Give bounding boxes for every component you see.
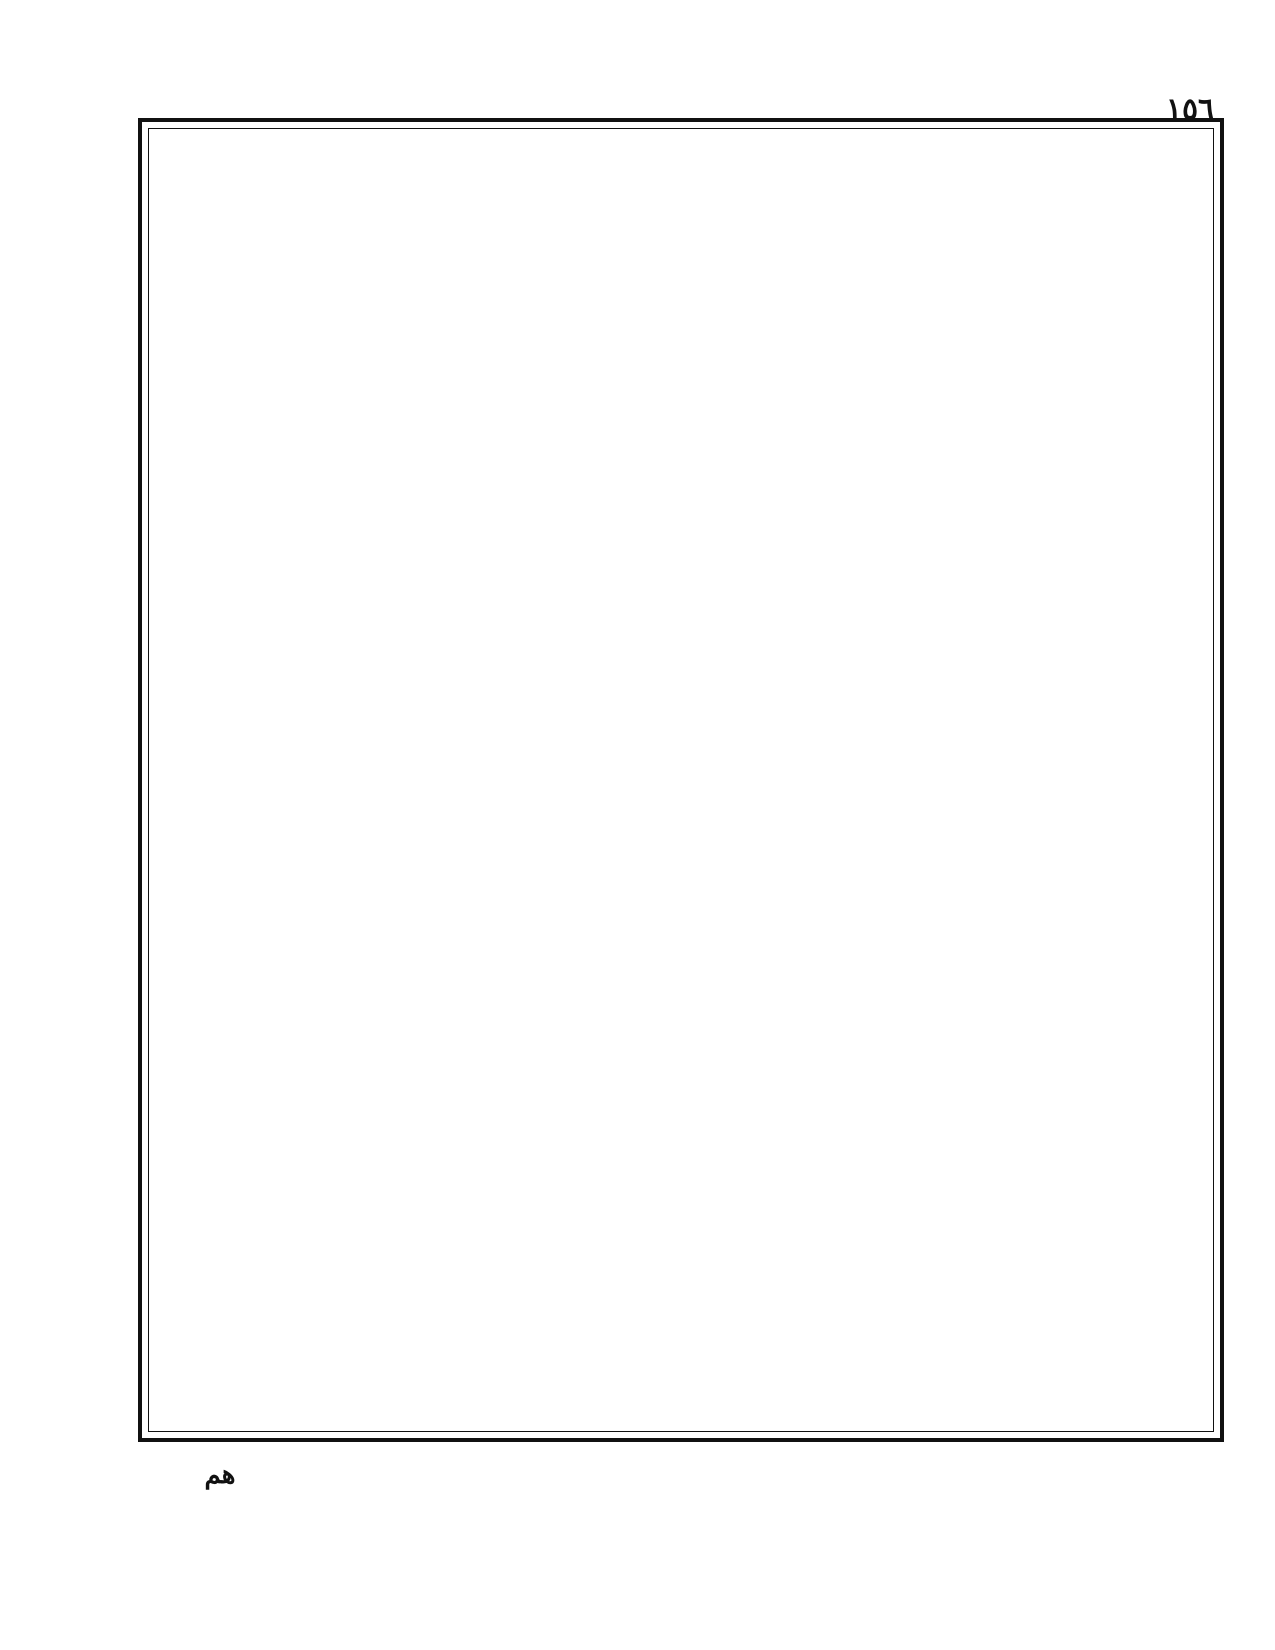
text-body bbox=[156, 148, 1206, 1424]
text-line bbox=[156, 711, 1206, 751]
text-line bbox=[156, 1313, 1206, 1353]
text-line bbox=[156, 429, 1206, 469]
catchword: هم bbox=[204, 1460, 236, 1490]
text-line bbox=[156, 1233, 1206, 1273]
text-line bbox=[156, 1193, 1206, 1233]
text-frame bbox=[138, 118, 1224, 1442]
text-line bbox=[156, 992, 1206, 1032]
page-number: ١٥٦ bbox=[1165, 92, 1215, 127]
text-line bbox=[156, 269, 1206, 309]
text-line bbox=[156, 1394, 1206, 1434]
text-line bbox=[156, 952, 1206, 992]
text-line bbox=[156, 510, 1206, 550]
text-line bbox=[156, 188, 1206, 228]
text-line bbox=[156, 349, 1206, 389]
text-line bbox=[156, 309, 1206, 349]
text-line bbox=[156, 1032, 1206, 1072]
text-line bbox=[156, 470, 1206, 510]
text-line bbox=[156, 389, 1206, 429]
text-line bbox=[156, 550, 1206, 590]
text-line bbox=[156, 1354, 1206, 1394]
text-line bbox=[156, 871, 1206, 911]
text-line bbox=[156, 791, 1206, 831]
text-line bbox=[156, 751, 1206, 791]
text-line bbox=[156, 831, 1206, 871]
text-line bbox=[156, 148, 1206, 188]
text-line bbox=[156, 912, 1206, 952]
text-line bbox=[156, 670, 1206, 710]
text-line bbox=[156, 1113, 1206, 1153]
text-line bbox=[156, 1072, 1206, 1112]
text-line bbox=[156, 1153, 1206, 1193]
text-line bbox=[156, 630, 1206, 670]
text-line bbox=[156, 1273, 1206, 1313]
text-line bbox=[156, 590, 1206, 630]
text-line bbox=[156, 228, 1206, 268]
